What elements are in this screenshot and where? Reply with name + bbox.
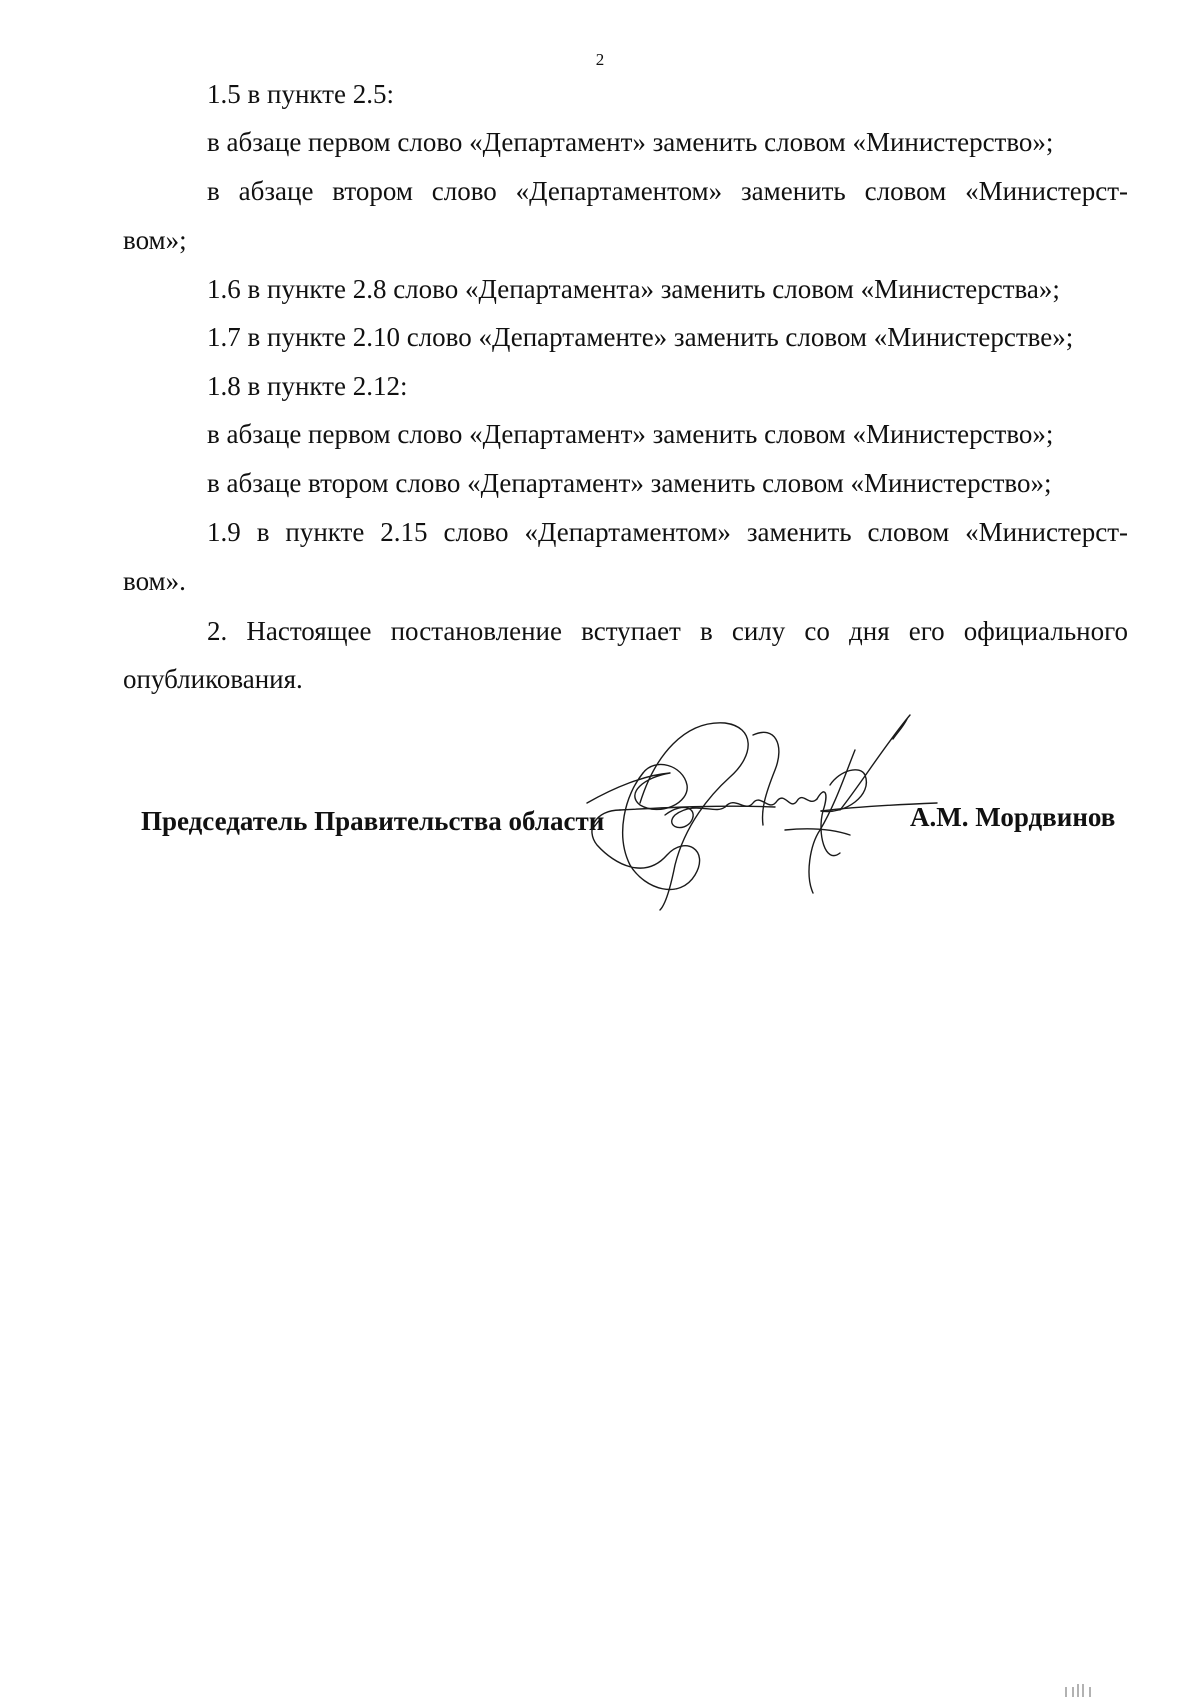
item-1-9: 1.9 в пункте 2.15 слово «Департаментом» заменить словом «Министерст-: [207, 517, 1128, 547]
signatory-name: А.М. Мордвинов: [910, 802, 1116, 832]
item-1-9-continuation: вом».: [123, 566, 186, 596]
item-2-effective-date-continuation: опубликования.: [123, 664, 303, 694]
paragraph-first-abzac-2-5: в абзаце первом слово «Департамент» заменить словом «Министерство»;: [207, 127, 1054, 157]
paragraph-first-abzac-2-12: в абзаце первом слово «Департамент» заменить словом «Министерство»;: [207, 419, 1054, 449]
item-1-6: 1.6 в пункте 2.8 слово «Департамента» заменить словом «Министерства»;: [207, 274, 1060, 304]
item-2-effective-date: 2. Настоящее постановление вступает в силу со дня его официального: [207, 616, 1128, 646]
paragraph-second-abzac-2-12: в абзаце втором слово «Департамент» заменить словом «Министерство»;: [207, 468, 1052, 498]
handwritten-signature: [585, 715, 940, 915]
item-1-7: 1.7 в пункте 2.10 слово «Департаменте» заменить словом «Министерстве»;: [207, 322, 1074, 352]
scan-marks: [1064, 1684, 1104, 1697]
paragraph-second-abzac-2-5: в абзаце втором слово «Департаментом» заменить словом «Министерст-: [207, 176, 1128, 206]
item-1-8: 1.8 в пункте 2.12:: [207, 371, 408, 401]
paragraph-second-abzac-2-5-continuation: вом»;: [123, 225, 187, 255]
page-number: 2: [595, 50, 605, 69]
item-1-5: 1.5 в пункте 2.5:: [207, 79, 394, 109]
signatory-position: Председатель Правительства области: [141, 806, 605, 836]
